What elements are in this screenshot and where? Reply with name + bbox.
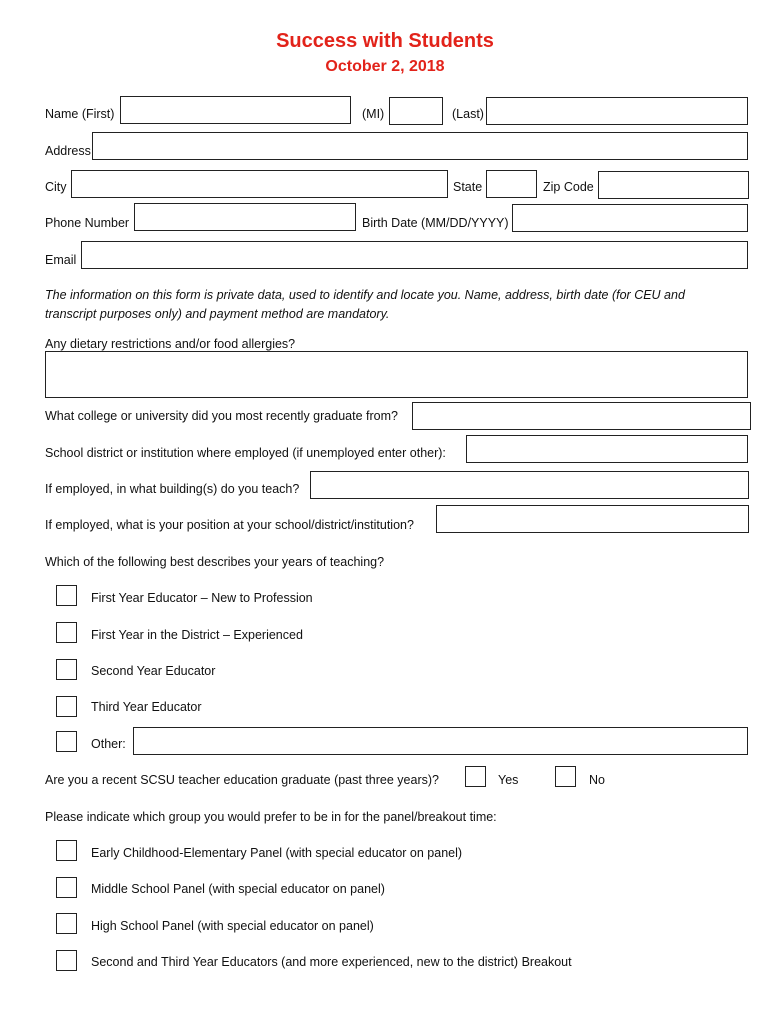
address-label: Address xyxy=(45,144,91,158)
scsu-question: Are you a recent SCSU teacher education graduate (past three years)? xyxy=(45,773,439,787)
years-option-label: Second Year Educator xyxy=(91,664,216,678)
email-label: Email xyxy=(45,253,77,267)
building-label: If employed, in what building(s) do you teach? xyxy=(45,482,300,496)
college-input[interactable] xyxy=(412,402,751,430)
phone-input[interactable] xyxy=(134,203,356,231)
zip-code-input[interactable] xyxy=(598,171,749,199)
years-option-label: First Year in the District – Experienced xyxy=(91,628,303,642)
email-input[interactable] xyxy=(81,241,748,269)
zip-code-label: Zip Code xyxy=(543,180,594,194)
district-label: School district or institution where employed (if unemployed enter other): xyxy=(45,446,446,460)
district-input[interactable] xyxy=(466,435,748,463)
years-option-label: Third Year Educator xyxy=(91,700,202,714)
state-input[interactable] xyxy=(486,170,537,198)
years-option-checkbox[interactable] xyxy=(56,585,77,606)
years-option-label: Other: xyxy=(91,737,126,751)
years-option-checkbox[interactable] xyxy=(56,622,77,643)
last-name-label: (Last) xyxy=(452,107,484,121)
panel-option-label: Second and Third Year Educators (and more experienced, new to the district) Breakout xyxy=(91,955,572,969)
middle-initial-input[interactable] xyxy=(389,97,443,125)
phone-label: Phone Number xyxy=(45,216,130,230)
first-name-input[interactable] xyxy=(120,96,351,124)
panel-option-label: Middle School Panel (with special educator on panel) xyxy=(91,882,385,896)
privacy-note: The information on this form is private data, used to identify and locate you. Name, address, birth date (for CEU and transcript purposes only) and payment method are mandatory. xyxy=(45,288,685,321)
years-option-checkbox[interactable] xyxy=(56,659,77,680)
scsu-yes-label: Yes xyxy=(498,773,519,787)
years-option-label: First Year Educator – New to Profession xyxy=(91,591,313,605)
middle-initial-label: (MI) xyxy=(362,107,385,121)
form-date: October 2, 2018 xyxy=(325,58,445,75)
scsu-yes-checkbox[interactable] xyxy=(465,766,486,787)
form-title: Success with Students xyxy=(276,30,494,52)
city-label: City xyxy=(45,180,67,194)
panel-option-checkbox[interactable] xyxy=(56,877,77,898)
panel-question: Please indicate which group you would prefer to be in for the panel/breakout time: xyxy=(45,810,497,824)
scsu-no-label: No xyxy=(589,773,605,787)
city-input[interactable] xyxy=(71,170,448,198)
college-label: What college or university did you most recently graduate from? xyxy=(45,409,398,423)
panel-option-checkbox[interactable] xyxy=(56,840,77,861)
dietary-textarea[interactable] xyxy=(45,351,748,398)
panel-option-label: Early Childhood-Elementary Panel (with special educator on panel) xyxy=(91,846,463,860)
dietary-label: Any dietary restrictions and/or food allergies? xyxy=(45,337,296,351)
panel-option-checkbox[interactable] xyxy=(56,950,77,971)
birth-date-input[interactable] xyxy=(512,204,748,232)
years-question: Which of the following best describes your years of teaching? xyxy=(45,555,385,569)
birth-date-label: Birth Date (MM/DD/YYYY) xyxy=(362,216,509,230)
address-input[interactable] xyxy=(92,132,748,160)
panel-option-label: High School Panel (with special educator on panel) xyxy=(91,919,374,933)
years-option-checkbox[interactable] xyxy=(56,696,77,717)
years-option-checkbox[interactable] xyxy=(56,731,77,752)
other-input[interactable] xyxy=(133,727,748,755)
position-input[interactable] xyxy=(436,505,749,533)
last-name-input[interactable] xyxy=(486,97,748,125)
panel-option-checkbox[interactable] xyxy=(56,913,77,934)
state-label: State xyxy=(453,180,483,194)
scsu-no-checkbox[interactable] xyxy=(555,766,576,787)
building-input[interactable] xyxy=(310,471,749,499)
position-label: If employed, what is your position at your school/district/institution? xyxy=(45,518,414,532)
first-name-label: Name (First) xyxy=(45,107,115,121)
